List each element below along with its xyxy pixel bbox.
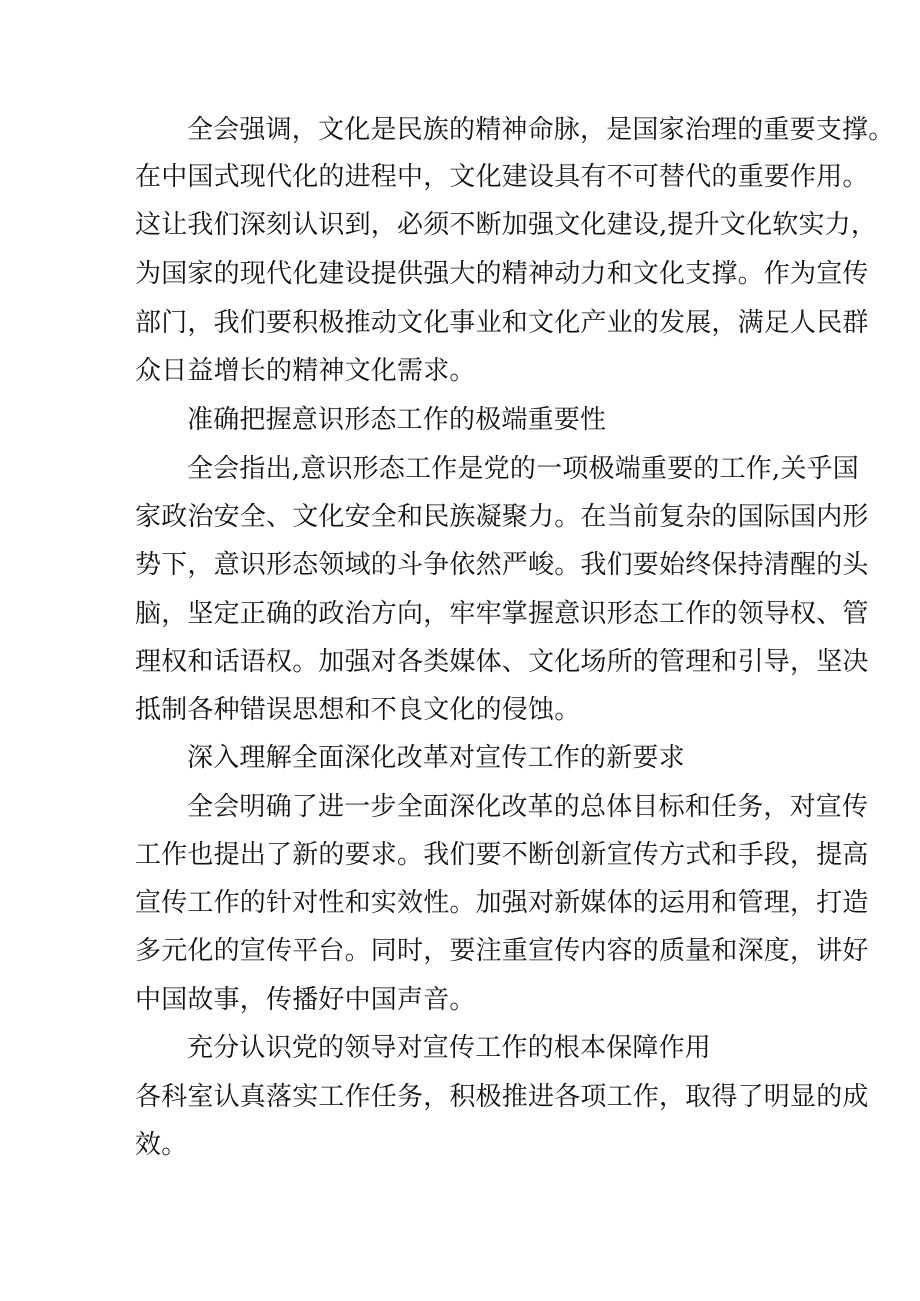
paragraph-3-line-3: 宣传工作的针对性和实效性。加强对新媒体的运用和管理，打造 [135,888,869,918]
paragraph-1-line-5: 部门，我们要积极推动文化事业和文化产业的发展，满足人民群 [135,308,869,338]
paragraph-4-line-1: 各科室认真落实工作任务，积极推进各项工作，取得了明显的成 [135,1082,869,1112]
section-heading-1: 准确把握意识形态工作的极端重要性 [187,405,607,435]
paragraph-3-line-4: 多元化的宣传平台。同时，要注重宣传内容的质量和深度，讲好 [135,936,869,966]
paragraph-3-line-1: 全会明确了进一步全面深化改革的总体目标和任务，对宣传 [187,792,869,822]
section-heading-2: 深入理解全面深化改革对宣传工作的新要求 [187,743,685,773]
paragraph-1-line-4: 为国家的现代化建设提供强大的精神动力和文化支撑。作为宣传 [135,259,869,289]
paragraph-1-line-3: 这让我们深刻认识到，必须不断加强文化建设,提升文化软实力， [135,210,878,240]
paragraph-2-line-1: 全会指出,意识形态工作是党的一项极端重要的工作,关乎国 [187,454,859,484]
paragraph-2-line-6: 抵制各种错误思想和不良文化的侵蚀。 [135,695,581,725]
paragraph-1-line-1: 全会强调，文化是民族的精神命脉，是国家治理的重要支撑。 [187,115,895,145]
paragraph-4-line-2: 效。 [135,1130,188,1160]
paragraph-1-line-2: 在中国式现代化的进程中，文化建设具有不可替代的重要作用。 [135,162,869,192]
paragraph-2-line-3: 势下，意识形态领域的斗争依然严峻。我们要始终保持清醒的头 [135,550,869,580]
paragraph-3-line-5: 中国故事，传播好中国声音。 [135,985,476,1015]
paragraph-3-line-2: 工作也提出了新的要求。我们要不断创新宣传方式和手段，提高 [135,840,869,870]
paragraph-1-line-6: 众日益增长的精神文化需求。 [135,356,476,386]
section-heading-3: 充分认识党的领导对宣传工作的根本保障作用 [187,1033,712,1063]
paragraph-2-line-4: 脑，坚定正确的政治方向，牢牢掌握意识形态工作的领导权、管 [135,599,869,629]
paragraph-2-line-5: 理权和话语权。加强对各类媒体、文化场所的管理和引导，坚决 [135,647,869,677]
paragraph-2-line-2: 家政治安全、文化安全和民族凝聚力。在当前复杂的国际国内形 [135,502,869,532]
